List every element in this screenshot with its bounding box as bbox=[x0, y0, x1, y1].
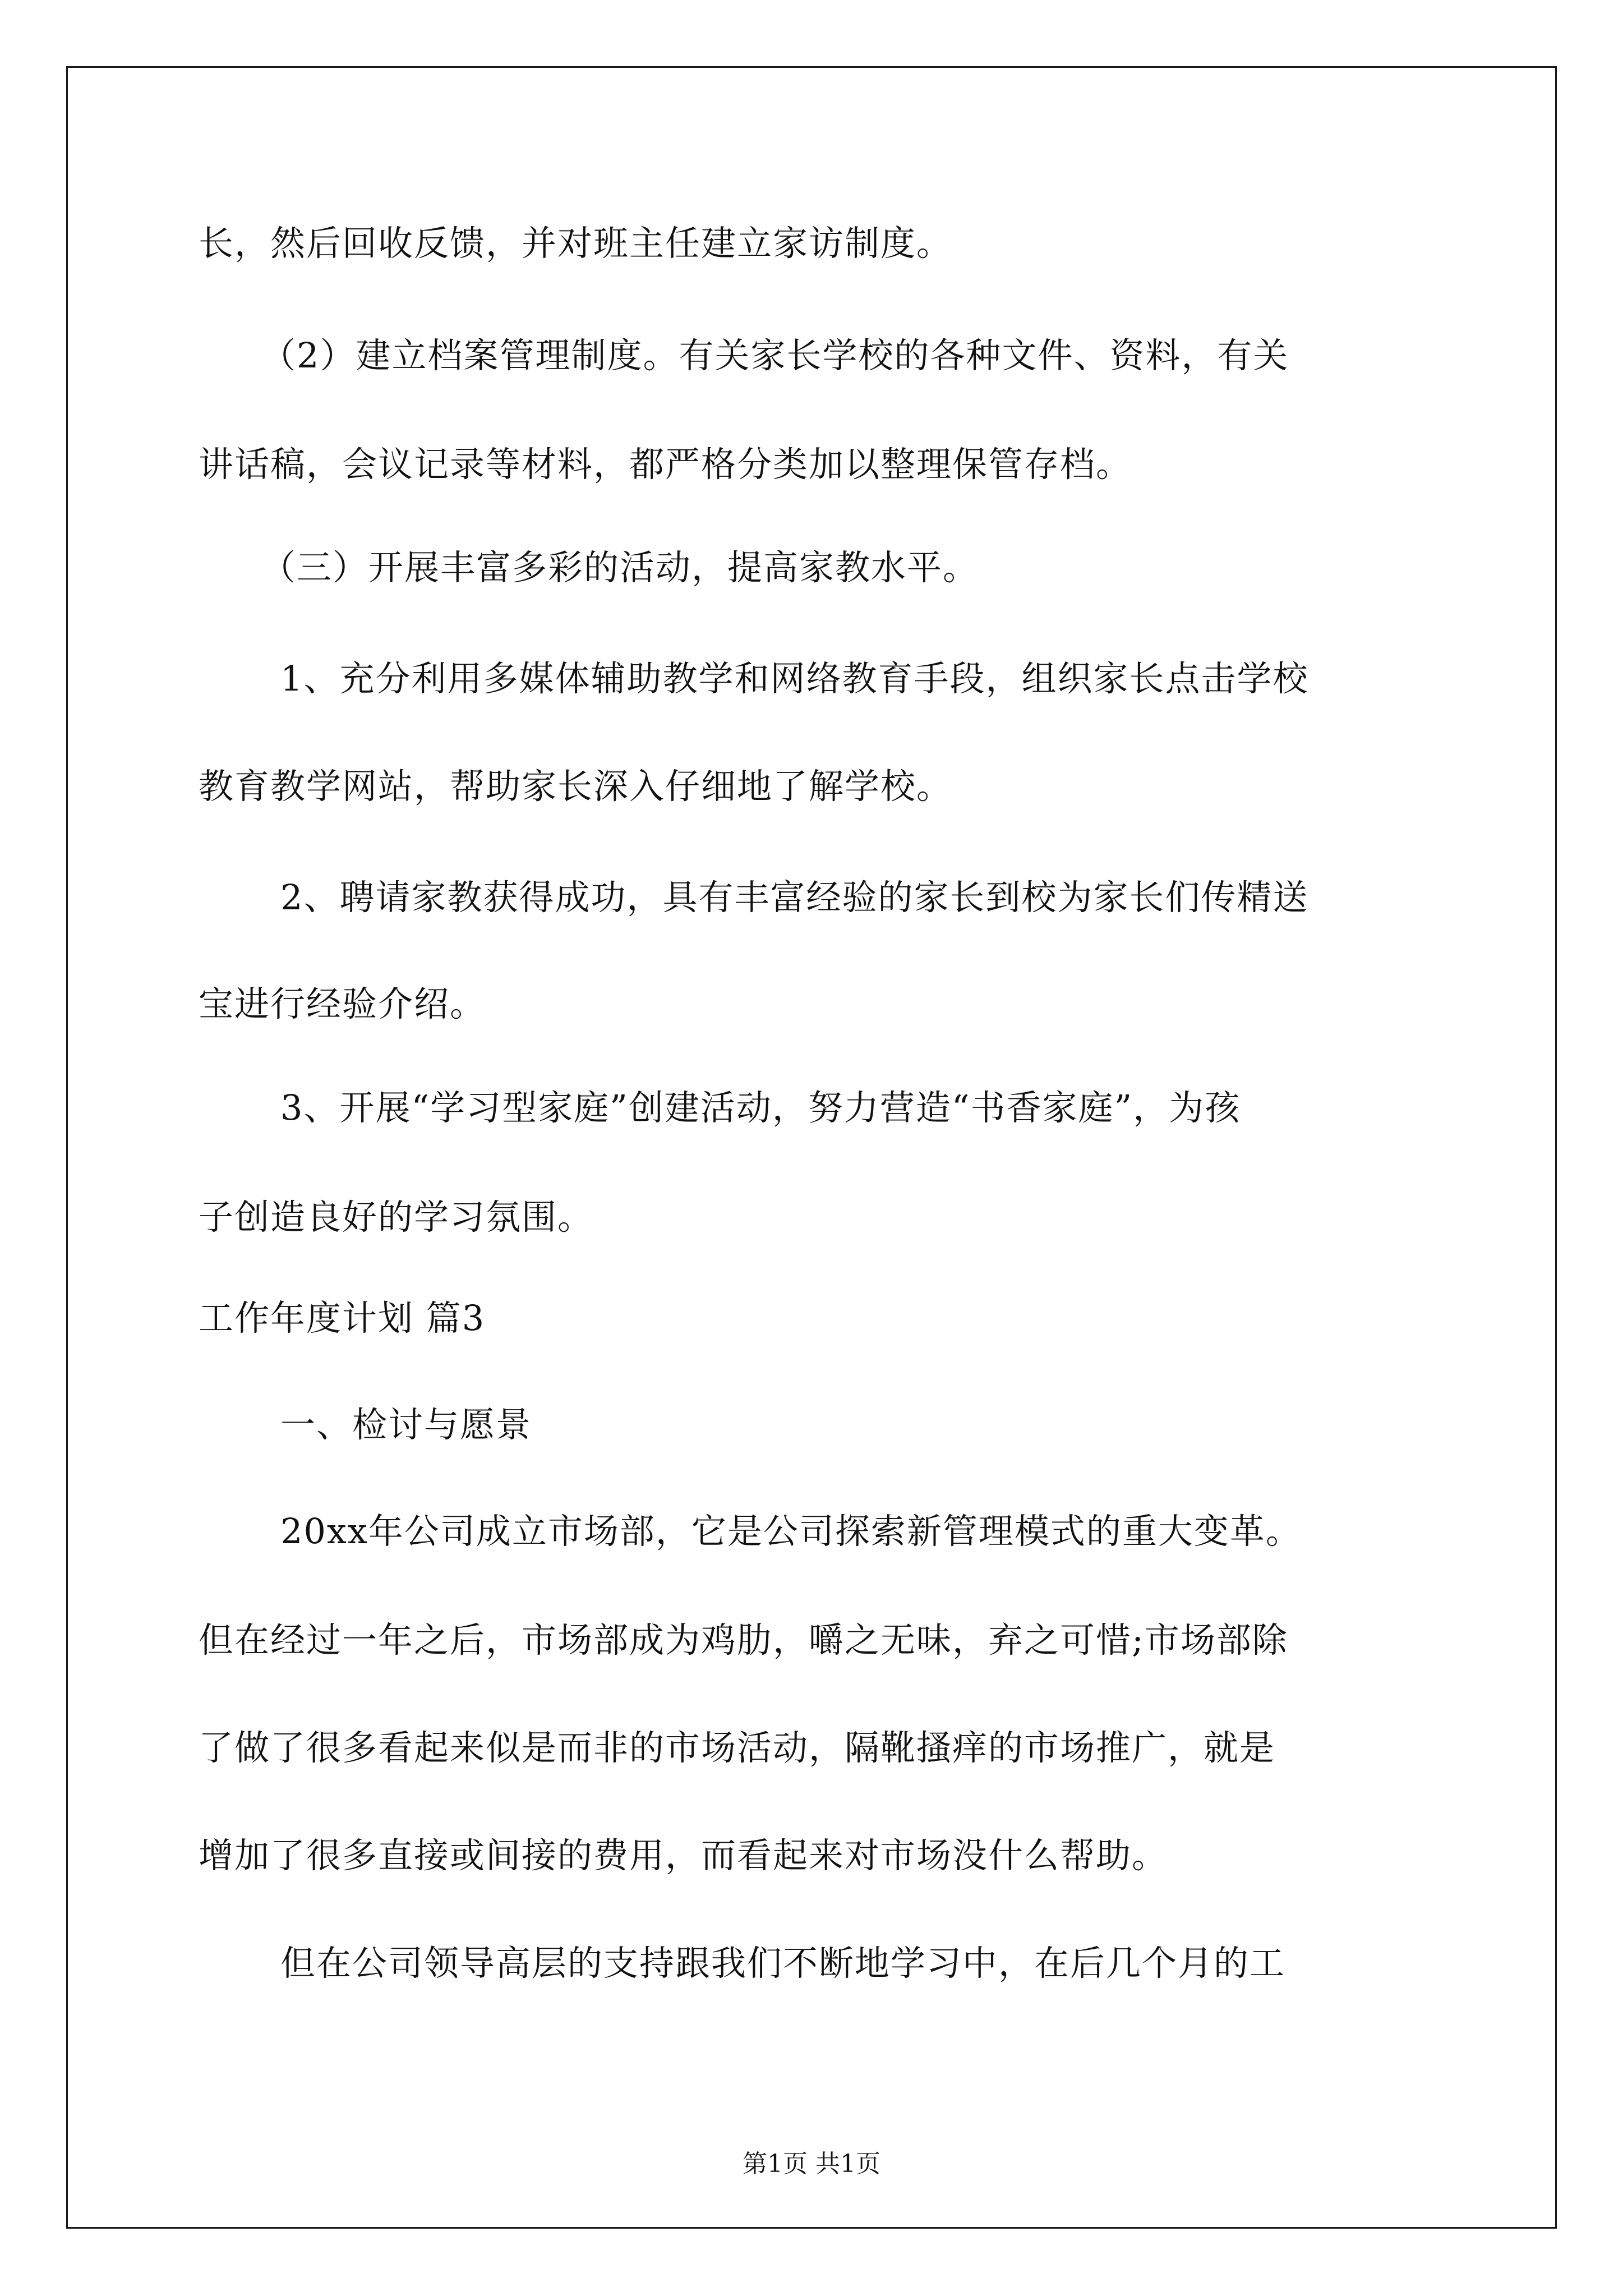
text-line: 长，然后回收反馈，并对班主任建立家访制度。 bbox=[199, 223, 953, 264]
section-heading: 工作年度计划 篇3 bbox=[199, 1297, 486, 1338]
text-line: 增加了很多直接或间接的费用，而看起来对市场没什么帮助。 bbox=[199, 1835, 1168, 1876]
page-footer: 第1页 共1页 bbox=[743, 2150, 880, 2178]
text-line: 教育教学网站，帮助家长深入仔细地了解学校。 bbox=[199, 766, 953, 807]
text-line: （三）开展丰富多彩的活动，提高家教水平。 bbox=[261, 547, 979, 588]
page-frame bbox=[66, 66, 1557, 2229]
text-line: 2、聘请家教获得成功，具有丰富经验的家长到校为家长们传精送 bbox=[280, 877, 1309, 918]
text-line: 一、检讨与愿景 bbox=[280, 1404, 532, 1445]
text-line: 3、开展“学习型家庭”创建活动，努力营造“书香家庭”，为孩 bbox=[280, 1087, 1241, 1128]
text-line: 讲话稿，会议记录等材料，都严格分类加以整理保管存档。 bbox=[199, 444, 1132, 485]
text-line: 但在经过一年之后，市场部成为鸡肋，嚼之无味，弃之可惜;市场部除 bbox=[199, 1619, 1288, 1660]
text-line: 了做了很多看起来似是而非的市场活动，隔靴搔痒的市场推广，就是 bbox=[199, 1727, 1276, 1768]
text-line: 但在公司领导高层的支持跟我们不断地学习中，在后几个月的工 bbox=[280, 1943, 1286, 1984]
text-line: 宝进行经验介绍。 bbox=[199, 983, 486, 1024]
text-line: 1、充分利用多媒体辅助教学和网络教育手段，组织家长点击学校 bbox=[280, 658, 1309, 699]
text-line: （2）建立档案管理制度。有关家长学校的各种文件、资料，有关 bbox=[261, 335, 1289, 376]
text-line: 子创造良好的学习氛围。 bbox=[199, 1197, 594, 1237]
text-line: 20xx年公司成立市场部，它是公司探索新管理模式的重大变革。 bbox=[280, 1511, 1302, 1552]
